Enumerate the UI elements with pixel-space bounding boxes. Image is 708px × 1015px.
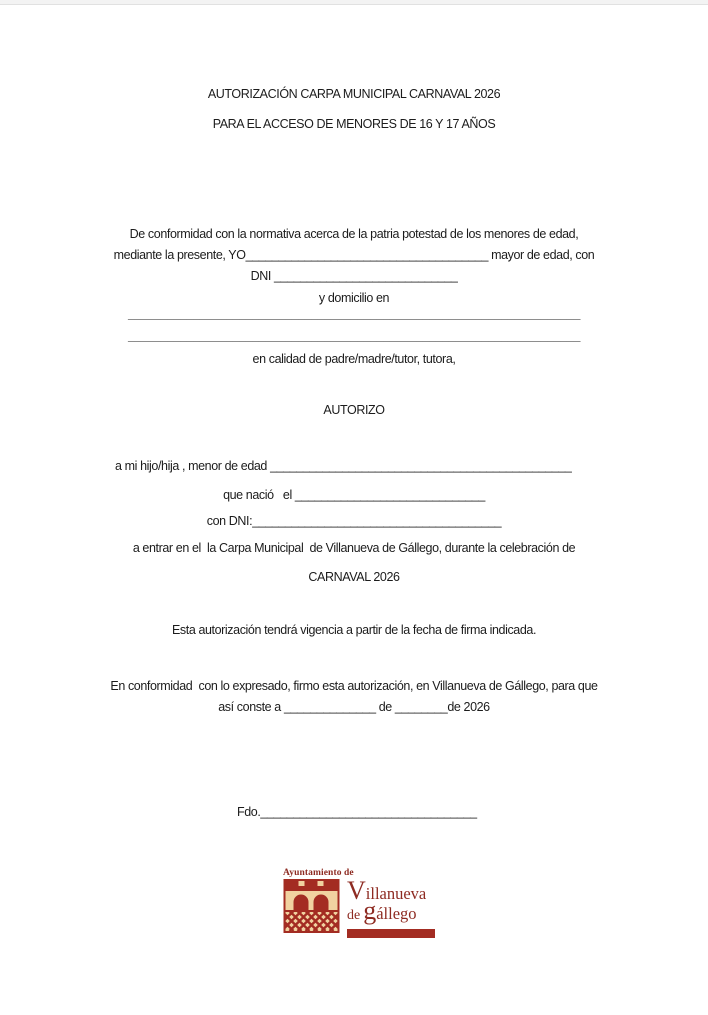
logo-name-rest1: illanueva [365, 884, 427, 903]
condni-prefix: con DNI: [206, 514, 253, 528]
logo-row [283, 876, 443, 938]
conformidad-line: En conformidad con lo expresado, firmo esta autorización, en Villanueva de Gállego, para que [110, 679, 598, 693]
intro-line2-prefix: mediante la presente, YO [113, 248, 246, 262]
logo-name-line1 [347, 876, 435, 905]
domicilio-blank-line1: _____________________________________________________________________ [127, 307, 581, 321]
nacio-line [0, 487, 708, 503]
dni-line [0, 268, 708, 284]
logo-underline-bar [347, 929, 435, 938]
logo-name-de: de [347, 907, 361, 923]
condni-line [0, 513, 708, 529]
domicilio-blank-line2: _____________________________________________________________________ [127, 329, 581, 343]
logo-name-line2 [347, 895, 435, 925]
fdo-line [237, 804, 477, 820]
calidad-line: en calidad de padre/madre/tutor, tutora, [252, 352, 456, 366]
domicilio-label: y domicilio en [318, 291, 390, 305]
dni-blank-field: ____________________________ [273, 269, 458, 283]
fdo-blank-field: _________________________________ [260, 805, 477, 819]
name-blank-field: _____________________________________ [245, 248, 488, 262]
nacio-prefix: que nació el [223, 488, 295, 502]
conste-mid: de [375, 700, 395, 714]
logo-initial-v: V [347, 876, 366, 905]
autorizo-heading: AUTORIZO [323, 403, 385, 417]
fdo-label: Fdo. [237, 805, 261, 819]
conste-day-blank: ______________ [283, 700, 376, 714]
logo-org-prefix: Ayuntamiento de [283, 868, 354, 878]
entrar-line: a entrar en el la Carpa Municipal de Villanueva de Gállego, durante la celebración de [132, 541, 576, 555]
viewer-top-strip [0, 0, 708, 5]
condni-blank-field: ______________________________________ [252, 514, 502, 528]
hijo-prefix: a mi hijo/hija , menor de edad [115, 459, 271, 473]
logo-initial-g: g [363, 895, 377, 925]
conste-suffix: de 2026 [447, 700, 490, 714]
hijo-line [115, 458, 571, 474]
hijo-blank-field: ______________________________________________ [270, 459, 572, 473]
doc-title-line2: PARA EL ACCESO DE MENORES DE 16 Y 17 AÑOS [212, 117, 496, 131]
intro-line1: De conformidad con la normativa acerca de la patria potestad de los menores de edad, [129, 227, 579, 241]
logo-wordmark [347, 876, 435, 938]
logo-name-rest2: állego [376, 903, 417, 923]
conste-line [0, 699, 708, 715]
nacio-blank-field: _____________________________ [294, 488, 485, 502]
doc-title-line1: AUTORIZACIÓN CARPA MUNICIPAL CARNAVAL 2026 [207, 87, 501, 101]
conste-prefix: así conste a [218, 700, 284, 714]
conste-month-blank: ________ [394, 700, 448, 714]
dni-label: DNI [250, 269, 274, 283]
intro-line2-suffix: mayor de edad, con [488, 248, 595, 262]
intro-line2 [0, 247, 708, 263]
castle-emblem-icon [283, 879, 340, 933]
ayuntamiento-logo [283, 868, 443, 938]
carnaval-line: CARNAVAL 2026 [308, 570, 400, 584]
vigencia-line: Esta autorización tendrá vigencia a partir de la fecha de firma indicada. [171, 623, 537, 637]
